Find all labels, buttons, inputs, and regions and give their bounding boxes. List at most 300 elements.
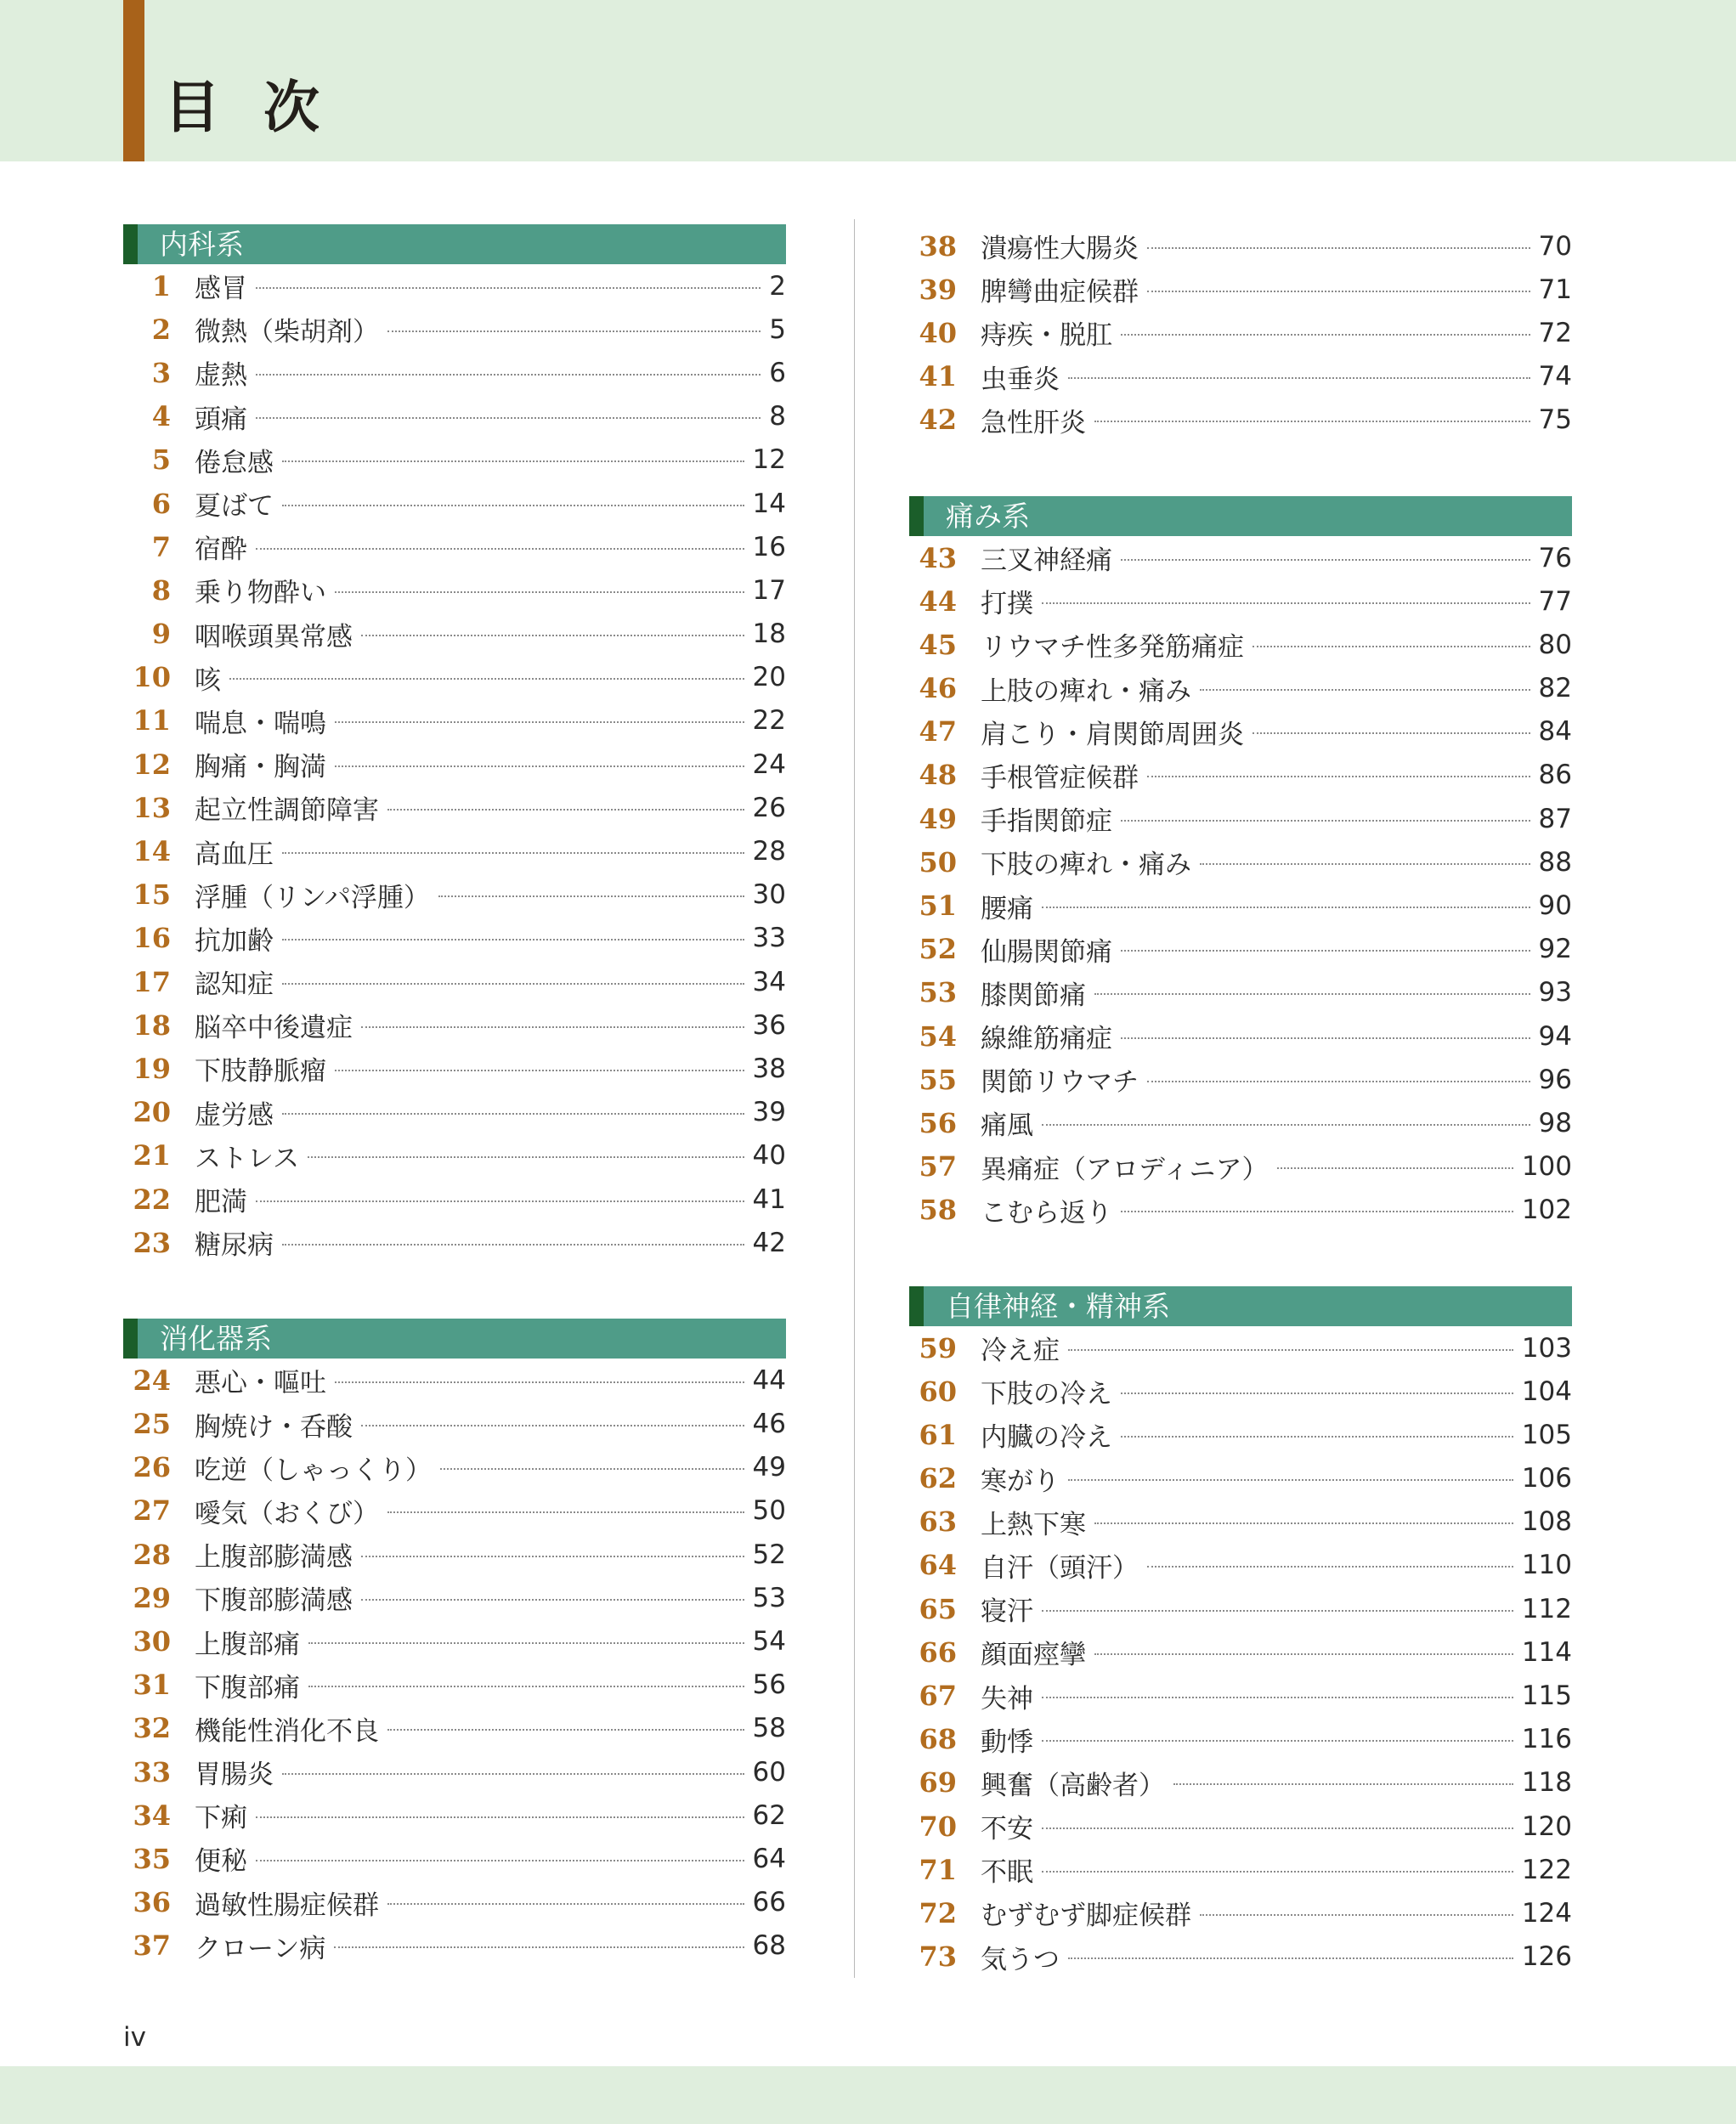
entry-title: 不安: [981, 1814, 1033, 1845]
dot-leader: [1042, 1871, 1513, 1873]
entry-title: 冷え症: [981, 1336, 1060, 1367]
toc-entry[interactable]: [909, 840, 1572, 884]
entry-number: 59: [919, 1331, 957, 1364]
dot-leader: [282, 939, 744, 941]
page-number: iv: [123, 2022, 146, 2053]
toc-entry[interactable]: [123, 568, 786, 612]
entry-number: 38: [919, 229, 957, 263]
entry-number: 70: [919, 1810, 957, 1843]
entry-page-number: 84: [1538, 716, 1572, 748]
entry-title: 寝汗: [981, 1596, 1033, 1628]
entry-title: 打撲: [981, 589, 1033, 620]
entry-number: 47: [919, 715, 957, 748]
dot-leader: [256, 548, 744, 550]
entry-title: 浮腫（リンパ浮腫）: [195, 882, 430, 913]
toc-entry[interactable]: [909, 1544, 1572, 1587]
entry-number: 27: [133, 1494, 171, 1528]
entry-title: 腰痛: [981, 893, 1033, 924]
toc-entry[interactable]: [123, 1619, 786, 1663]
entry-page-number: 75: [1538, 404, 1572, 436]
dot-leader: [1094, 1653, 1513, 1655]
toc-entry[interactable]: [123, 1794, 786, 1837]
entry-title: 上肢の痺れ・痛み: [981, 675, 1191, 707]
entry-title: 糖尿病: [195, 1230, 274, 1262]
entry-number: 53: [919, 976, 957, 1009]
dot-leader: [256, 1860, 744, 1861]
toc-entry[interactable]: [909, 797, 1572, 840]
entry-title: 悪心・嘔吐: [195, 1368, 326, 1399]
entry-title: 下腹部痛: [195, 1672, 300, 1703]
entry-title: 内臓の冷え: [981, 1422, 1112, 1454]
toc-entry[interactable]: [123, 613, 786, 656]
entry-number: 12: [133, 748, 171, 781]
dot-leader: [335, 1381, 744, 1383]
entry-number: 37: [133, 1929, 171, 1963]
entry-title: 下肢の冷え: [981, 1379, 1112, 1410]
entry-title: 線維筋痛症: [981, 1024, 1112, 1055]
entry-title: 下肢静脈瘤: [195, 1056, 326, 1087]
toc-entry[interactable]: [909, 1326, 1572, 1370]
dot-leader: [1200, 1914, 1513, 1916]
entry-title: 過敏性腸症候群: [195, 1890, 379, 1921]
dot-leader: [335, 591, 744, 593]
toc-entry-list: [909, 1326, 1572, 1979]
toc-section: [123, 224, 786, 1264]
toc-entry[interactable]: [909, 667, 1572, 710]
entry-number: 66: [919, 1635, 957, 1669]
entry-title: 仙腸関節痛: [981, 936, 1112, 968]
entry-number: 46: [919, 672, 957, 705]
dot-leader: [1042, 1697, 1513, 1698]
entry-page-number: 66: [752, 1887, 786, 1918]
entry-page-number: 5: [769, 314, 786, 345]
dot-leader: [1253, 732, 1530, 734]
entry-page-number: 68: [752, 1930, 786, 1962]
entry-page-number: 22: [752, 705, 786, 737]
entry-page-number: 18: [752, 619, 786, 650]
entry-number: 48: [919, 759, 957, 792]
entry-page-number: 58: [752, 1713, 786, 1744]
toc-entry[interactable]: [909, 1587, 1572, 1630]
section-heading: 消化器系: [123, 1319, 786, 1359]
dot-leader: [1094, 993, 1530, 995]
dot-leader: [256, 1200, 744, 1202]
entry-title: 乗り物酔い: [195, 578, 326, 609]
entry-title: 機能性消化不良: [195, 1715, 379, 1747]
toc-entry[interactable]: [123, 917, 786, 960]
entry-page-number: 38: [752, 1053, 786, 1084]
entry-page-number: 96: [1538, 1064, 1572, 1095]
dot-leader: [282, 1113, 744, 1115]
entry-title: 夏ばて: [195, 491, 274, 523]
entry-title: 異痛症（アロディニア）: [981, 1154, 1269, 1185]
entry-title: 脾彎曲症候群: [981, 277, 1139, 308]
entry-title: 三叉神経痛: [981, 545, 1112, 577]
entry-number: 45: [919, 628, 957, 661]
toc-entry[interactable]: [123, 308, 786, 351]
dot-leader: [1147, 1081, 1530, 1082]
entry-title: 痔疾・脱肛: [981, 320, 1112, 352]
dot-leader: [282, 983, 744, 985]
entry-number: 44: [919, 585, 957, 618]
toc-entry-list: [123, 264, 786, 1264]
entry-page-number: 20: [752, 662, 786, 693]
entry-number: 43: [919, 541, 957, 574]
toc-entry[interactable]: [909, 1630, 1572, 1674]
entry-title: 頭痛: [195, 404, 247, 435]
entry-title: 倦怠感: [195, 447, 274, 478]
entry-title: 咳: [195, 664, 221, 696]
entry-title: 膝関節痛: [981, 980, 1086, 1011]
toc-entry[interactable]: [909, 1101, 1572, 1144]
entry-page-number: 8: [769, 401, 786, 432]
toc-entry[interactable]: [909, 579, 1572, 623]
entry-page-number: 126: [1521, 1941, 1572, 1973]
toc-entry[interactable]: [123, 438, 786, 482]
dot-leader: [1173, 1783, 1513, 1785]
entry-number: 3: [151, 356, 171, 389]
toc-entry[interactable]: [123, 1837, 786, 1880]
dot-leader: [1121, 1211, 1513, 1212]
toc-entry-list: [123, 1359, 786, 1968]
toc-entry[interactable]: [123, 1533, 786, 1576]
dot-leader: [308, 1156, 744, 1158]
entry-number: 5: [151, 443, 171, 477]
toc-entry[interactable]: [123, 1003, 786, 1047]
entry-title: 便秘: [195, 1846, 247, 1878]
entry-number: 50: [919, 845, 957, 878]
toc-entry[interactable]: [909, 1674, 1572, 1717]
entry-page-number: 100: [1521, 1151, 1572, 1183]
toc-entry[interactable]: [909, 1848, 1572, 1891]
toc-entry[interactable]: [909, 1413, 1572, 1456]
entry-page-number: 114: [1521, 1636, 1572, 1668]
toc-entry[interactable]: [123, 1707, 786, 1750]
dot-leader: [256, 1816, 744, 1818]
entry-title: クローン病: [195, 1933, 326, 1964]
dot-leader: [1121, 1037, 1530, 1039]
dot-leader: [282, 1244, 744, 1246]
section-heading: 痛み系: [909, 496, 1572, 536]
dot-leader: [361, 1425, 744, 1426]
dot-leader: [308, 1642, 744, 1644]
toc-entry[interactable]: [909, 1370, 1572, 1413]
dot-leader: [1147, 1566, 1513, 1568]
entry-page-number: 118: [1521, 1767, 1572, 1799]
toc-entry[interactable]: [123, 264, 786, 308]
entry-number: 32: [133, 1712, 171, 1745]
entry-number: 19: [133, 1052, 171, 1085]
dot-leader: [1068, 377, 1530, 379]
entry-page-number: 82: [1538, 673, 1572, 704]
dot-leader: [256, 374, 761, 376]
entry-page-number: 46: [752, 1409, 786, 1440]
toc-entry-list: [909, 536, 1572, 1232]
toc-entry[interactable]: [909, 884, 1572, 927]
toc-entry[interactable]: [123, 1047, 786, 1090]
entry-title: 上腹部痛: [195, 1629, 300, 1660]
entry-number: 40: [919, 316, 957, 349]
entry-page-number: 108: [1521, 1506, 1572, 1538]
toc-entry[interactable]: [909, 928, 1572, 971]
toc-left-column: [123, 224, 786, 2022]
entry-page-number: 86: [1538, 760, 1572, 791]
dot-leader: [1042, 1740, 1513, 1742]
toc-entry[interactable]: [909, 754, 1572, 797]
entry-title: 手指関節症: [981, 806, 1112, 838]
entry-page-number: 76: [1538, 542, 1572, 573]
entry-number: 6: [151, 487, 171, 520]
toc-section: [123, 1319, 786, 1968]
dot-leader: [1042, 602, 1530, 604]
toc-entry[interactable]: [909, 1935, 1572, 1979]
entry-title: 認知症: [195, 969, 274, 1001]
entry-title: 下腹部膨満感: [195, 1585, 353, 1617]
entry-number: 10: [133, 661, 171, 694]
entry-number: 20: [133, 1096, 171, 1129]
entry-title: 吃逆（しゃっくり）: [195, 1455, 432, 1486]
toc-entry[interactable]: [909, 268, 1572, 311]
toc-entry[interactable]: [123, 1359, 786, 1402]
toc-entry[interactable]: [909, 1761, 1572, 1805]
entry-title: こむら返り: [981, 1197, 1112, 1229]
entry-number: 26: [133, 1451, 171, 1484]
entry-page-number: 102: [1521, 1195, 1572, 1226]
entry-page-number: 12: [752, 444, 786, 476]
entry-page-number: 2: [769, 270, 786, 302]
page-title: 目 次: [164, 75, 331, 140]
dot-leader: [387, 330, 761, 332]
entry-page-number: 98: [1538, 1107, 1572, 1138]
entry-title: 手根管症候群: [981, 762, 1139, 794]
entry-title: 潰瘍性大腸炎: [981, 234, 1139, 265]
entry-title: 喘息・喘鳴: [195, 708, 326, 739]
entry-title: 気うつ: [981, 1944, 1060, 1975]
entry-title: 胸焼け・呑酸: [195, 1411, 353, 1443]
entry-number: 68: [919, 1723, 957, 1756]
toc-entry[interactable]: [123, 1881, 786, 1924]
toc-entry-list: [909, 224, 1572, 442]
entry-number: 23: [133, 1226, 171, 1259]
dot-leader: [1147, 291, 1530, 292]
entry-number: 41: [919, 360, 957, 393]
entry-page-number: 42: [752, 1227, 786, 1258]
dot-leader: [335, 1070, 744, 1071]
dot-leader: [1068, 1479, 1513, 1481]
toc-entry[interactable]: [123, 1134, 786, 1178]
entry-title: 肥満: [195, 1187, 247, 1218]
entry-page-number: 49: [752, 1452, 786, 1483]
entry-number: 7: [151, 530, 171, 563]
toc-entry[interactable]: [123, 1446, 786, 1489]
dot-leader: [438, 895, 744, 897]
entry-page-number: 74: [1538, 361, 1572, 393]
entry-title: 起立性調節障害: [195, 795, 379, 827]
entry-number: 2: [151, 313, 171, 346]
entry-number: 61: [919, 1418, 957, 1451]
dot-leader: [387, 1729, 744, 1731]
dot-leader: [387, 1903, 744, 1905]
toc-entry[interactable]: [123, 1924, 786, 1968]
toc-entry[interactable]: [909, 1145, 1572, 1189]
toc-entry[interactable]: [123, 960, 786, 1003]
entry-page-number: 104: [1521, 1376, 1572, 1407]
toc-entry[interactable]: [123, 1403, 786, 1446]
toc-entry[interactable]: [909, 311, 1572, 354]
entry-title: 上熱下寒: [981, 1509, 1086, 1540]
toc-entry[interactable]: [123, 873, 786, 917]
entry-number: 15: [133, 878, 171, 912]
toc-entry[interactable]: [909, 1457, 1572, 1500]
entry-title: 胃腸炎: [195, 1760, 274, 1791]
entry-number: 54: [919, 1020, 957, 1053]
entry-page-number: 93: [1538, 977, 1572, 1008]
toc-entry[interactable]: [123, 656, 786, 699]
entry-number: 73: [919, 1940, 957, 1974]
toc-entry[interactable]: [909, 398, 1572, 442]
entry-number: 30: [133, 1625, 171, 1658]
entry-page-number: 62: [752, 1799, 786, 1831]
entry-number: 52: [919, 933, 957, 966]
entry-title: 高血圧: [195, 839, 274, 870]
toc-entry[interactable]: [909, 355, 1572, 398]
entry-number: 9: [151, 618, 171, 651]
entry-number: 29: [133, 1581, 171, 1614]
entry-page-number: 77: [1538, 585, 1572, 617]
column-divider: [854, 219, 855, 1978]
dot-leader: [440, 1468, 744, 1470]
entry-number: 13: [133, 791, 171, 824]
entry-title: 下肢の痺れ・痛み: [981, 850, 1191, 881]
toc-entry[interactable]: [909, 710, 1572, 754]
entry-page-number: 112: [1521, 1593, 1572, 1624]
toc-entry[interactable]: [123, 482, 786, 525]
toc-entry[interactable]: [123, 395, 786, 438]
dot-leader: [1147, 776, 1530, 777]
dot-leader: [1147, 247, 1530, 249]
toc-entry[interactable]: [909, 1891, 1572, 1935]
entry-number: 42: [919, 404, 957, 437]
dot-leader: [282, 852, 744, 854]
toc-entry[interactable]: [909, 536, 1572, 579]
toc-entry[interactable]: [909, 1500, 1572, 1544]
entry-page-number: 17: [752, 574, 786, 606]
entry-title: 抗加齢: [195, 925, 274, 957]
entry-title: リウマチ性多発筋痛症: [981, 632, 1244, 664]
entry-number: 64: [919, 1549, 957, 1582]
entry-page-number: 52: [752, 1539, 786, 1570]
entry-page-number: 39: [752, 1097, 786, 1128]
entry-page-number: 33: [752, 923, 786, 954]
entry-page-number: 88: [1538, 846, 1572, 878]
entry-number: 56: [919, 1106, 957, 1139]
entry-number: 39: [919, 273, 957, 306]
entry-title: 顔面痙攣: [981, 1640, 1086, 1671]
toc-entry[interactable]: [909, 1058, 1572, 1101]
dot-leader: [387, 1511, 744, 1513]
entry-title: 感冒: [195, 274, 247, 305]
dot-leader: [1253, 646, 1530, 647]
toc-entry[interactable]: [123, 525, 786, 568]
dot-leader: [1042, 1610, 1513, 1612]
entry-page-number: 54: [752, 1626, 786, 1658]
entry-page-number: 16: [752, 531, 786, 562]
entry-number: 58: [919, 1194, 957, 1227]
toc-entry[interactable]: [123, 1489, 786, 1533]
entry-number: 16: [133, 922, 171, 955]
entry-page-number: 103: [1521, 1332, 1572, 1364]
toc-entry[interactable]: [909, 971, 1572, 1014]
entry-page-number: 28: [752, 836, 786, 867]
entry-number: 4: [151, 400, 171, 433]
toc-entry[interactable]: [909, 224, 1572, 268]
toc-entry[interactable]: [123, 699, 786, 743]
toc-entry[interactable]: [123, 743, 786, 786]
dot-leader: [1121, 950, 1530, 952]
entry-page-number: 115: [1521, 1681, 1572, 1712]
dot-leader: [1042, 1827, 1513, 1829]
entry-page-number: 60: [752, 1756, 786, 1788]
toc-entry[interactable]: [123, 1178, 786, 1221]
entry-page-number: 105: [1521, 1419, 1572, 1450]
dot-leader: [1042, 907, 1530, 908]
dot-leader: [1068, 1349, 1513, 1351]
entry-number: 18: [133, 1008, 171, 1042]
entry-number: 55: [919, 1063, 957, 1096]
entry-number: 65: [919, 1592, 957, 1625]
toc-entry[interactable]: [123, 829, 786, 873]
dot-leader: [1200, 689, 1530, 691]
toc-entry[interactable]: [909, 1014, 1572, 1058]
entry-page-number: 30: [752, 879, 786, 911]
toc-entry[interactable]: [909, 623, 1572, 666]
toc-section: [909, 496, 1572, 1232]
entry-number: 36: [133, 1886, 171, 1919]
dot-leader: [1121, 559, 1530, 561]
entry-number: 8: [151, 573, 171, 607]
entry-title: 宿酔: [195, 534, 247, 566]
entry-page-number: 34: [752, 966, 786, 997]
dot-leader: [308, 1686, 744, 1687]
toc-entry[interactable]: [909, 1718, 1572, 1761]
section-heading: 自律神経・精神系: [909, 1286, 1572, 1326]
toc-entry[interactable]: [123, 1221, 786, 1264]
entry-title: 噯気（おくび）: [195, 1498, 379, 1529]
entry-page-number: 116: [1521, 1724, 1572, 1755]
toc-entry[interactable]: [123, 1091, 786, 1134]
toc-entry[interactable]: [123, 1750, 786, 1794]
dot-leader: [361, 1599, 744, 1601]
toc-entry[interactable]: [909, 1805, 1572, 1848]
entry-number: 60: [919, 1375, 957, 1408]
toc-entry[interactable]: [123, 1576, 786, 1619]
toc-section: [909, 224, 1572, 442]
entry-number: 34: [133, 1799, 171, 1832]
entry-number: 62: [919, 1462, 957, 1495]
entry-page-number: 87: [1538, 803, 1572, 834]
dot-leader: [1121, 1392, 1513, 1394]
dot-leader: [387, 809, 744, 811]
toc-entry[interactable]: [909, 1189, 1572, 1232]
entry-title: 下痢: [195, 1803, 247, 1834]
entry-page-number: 6: [769, 357, 786, 388]
dot-leader: [256, 287, 761, 289]
entry-number: 25: [133, 1408, 171, 1441]
toc-entry[interactable]: [123, 1664, 786, 1707]
entry-page-number: 106: [1521, 1463, 1572, 1494]
toc-entry[interactable]: [123, 786, 786, 829]
toc-entry[interactable]: [123, 351, 786, 394]
